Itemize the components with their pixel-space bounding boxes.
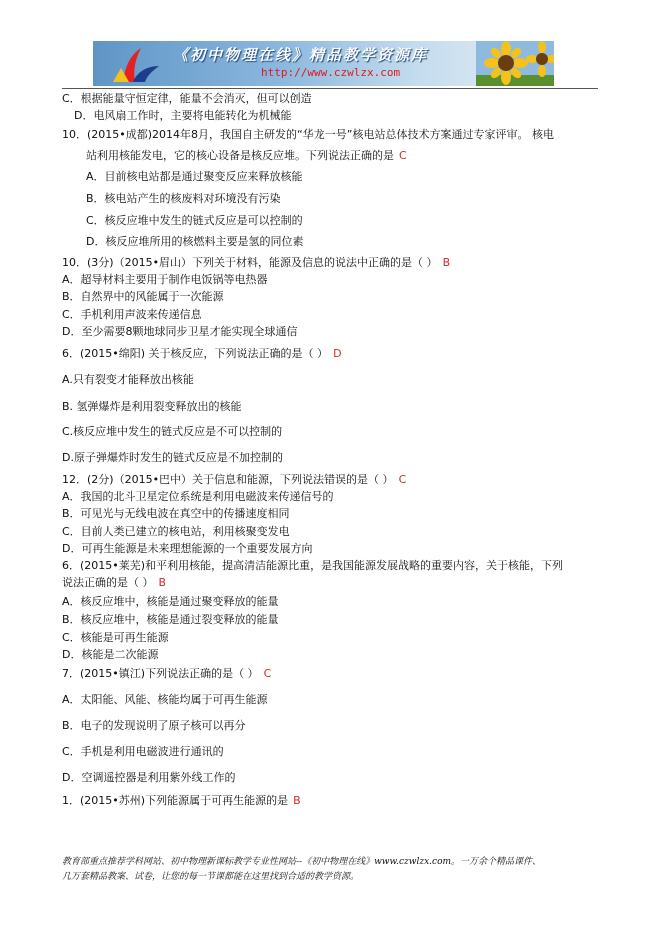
option-text: C．手机是利用电磁波进行通讯的 — [62, 745, 224, 758]
option-text: A.只有裂变才能释放出核能 — [62, 373, 194, 386]
answer-mark: C — [263, 667, 272, 680]
option-text: B．电子的发现说明了原子核可以再分 — [62, 719, 246, 732]
option-text: B．可见光与无线电波在真空中的传播速度相同 — [62, 507, 290, 520]
option-text: C．根据能量守恒定律，能量不会消灭，但可以创造 — [62, 92, 312, 105]
page-footer — [62, 855, 602, 885]
question-text: 站利用核能发电，它的核心设备是核反应堆。下列说法正确的是 C — [86, 149, 407, 162]
question-text: 6．(2015•绵阳) 关于核反应，下列说法正确的是（ ） D — [62, 347, 342, 360]
question-text: 10．(2015•成都)2014年8月，我国自主研发的“华龙一号”核电站总体技术方案通过专家评审。 核电 — [62, 128, 554, 141]
question-text: 12．(2分)（2015•巴中）关于信息和能源，下列说法错误的是（ ） C — [62, 473, 407, 486]
option-text: B．自然界中的风能属于一次能源 — [62, 290, 224, 303]
question-text: 10．(3分)（2015•眉山）下列关于材料，能源及信息的说法中正确的是（ ） B — [62, 256, 451, 269]
footer-line: 几万套精品教案、试卷，让您的每一节课都能在这里找到合适的教学资源。 — [62, 872, 360, 882]
option-text: C．核反应堆中发生的链式反应是可以控制的 — [86, 214, 303, 227]
option-text: A．超导材料主要用于制作电饭锅等电热器 — [62, 273, 268, 286]
option-text: D．空调遥控器是利用紫外线工作的 — [62, 771, 236, 784]
option-text: D.原子弹爆炸时发生的链式反应是不加控制的 — [62, 451, 283, 464]
site-logo-icon — [107, 44, 163, 84]
option-text: D．核反应堆所用的核燃料主要是氢的同位素 — [86, 235, 304, 248]
option-text: A．我国的北斗卫星定位系统是利用电磁波来传递信号的 — [62, 490, 334, 503]
question-text: 7．(2015•镇江)下列说法正确的是（ ） C — [62, 667, 272, 680]
header-divider — [62, 88, 598, 89]
sunflower-icon — [476, 41, 554, 86]
option-text: C．手机利用声波来传递信息 — [62, 308, 202, 321]
question-text: 说法正确的是（ ） B — [62, 576, 167, 589]
footer-line: 教育部重点推荐学科网站、初中物理新课标教学专业性网站--《初中物理在线》www.czwlzx.com。一万余个精品课件、 — [62, 857, 542, 867]
question-text: 6．(2015•莱芜)和平利用核能，提高清洁能源比重，是我国能源发展战略的重要内容，关于核能，下列 — [62, 559, 564, 572]
answer-mark: B — [442, 256, 451, 269]
answer-mark: D — [333, 347, 342, 360]
answer-mark: B — [158, 576, 167, 589]
answer-mark: C — [399, 149, 407, 162]
option-text: C．目前人类已建立的核电站，利用核聚变发电 — [62, 525, 290, 538]
site-title: 《初中物理在线》精品教学资源库 — [173, 46, 429, 64]
option-text: C.核反应堆中发生的链式反应是不可以控制的 — [62, 425, 283, 438]
option-text: B．核反应堆中，核能是通过裂变释放的能量 — [62, 613, 279, 626]
option-text: C．核能是可再生能源 — [62, 631, 169, 644]
question-text: 1．(2015•苏州)下列能源属于可再生能源的是 B — [62, 794, 301, 807]
option-text: A．目前核电站都是通过聚变反应来释放核能 — [86, 170, 303, 183]
option-text: A．核反应堆中，核能是通过聚变释放的能量 — [62, 595, 279, 608]
header-banner — [93, 41, 554, 86]
site-url[interactable]: http://www.czwlzx.com — [261, 66, 401, 79]
option-text: B. 氢弹爆炸是利用裂变释放出的核能 — [62, 400, 242, 413]
option-text: A．太阳能、风能、核能均属于可再生能源 — [62, 693, 268, 706]
option-text: D．可再生能源是未来理想能源的一个重要发展方向 — [62, 542, 313, 555]
option-text: D．电风扇工作时，主要将电能转化为机械能 — [74, 109, 292, 122]
answer-mark: C — [398, 473, 407, 486]
option-text: D．至少需要8颗地球同步卫星才能实现全球通信 — [62, 325, 298, 338]
answer-mark: B — [293, 794, 301, 807]
option-text: D．核能是二次能源 — [62, 648, 159, 661]
option-text: B．核电站产生的核废料对环境没有污染 — [86, 192, 281, 205]
